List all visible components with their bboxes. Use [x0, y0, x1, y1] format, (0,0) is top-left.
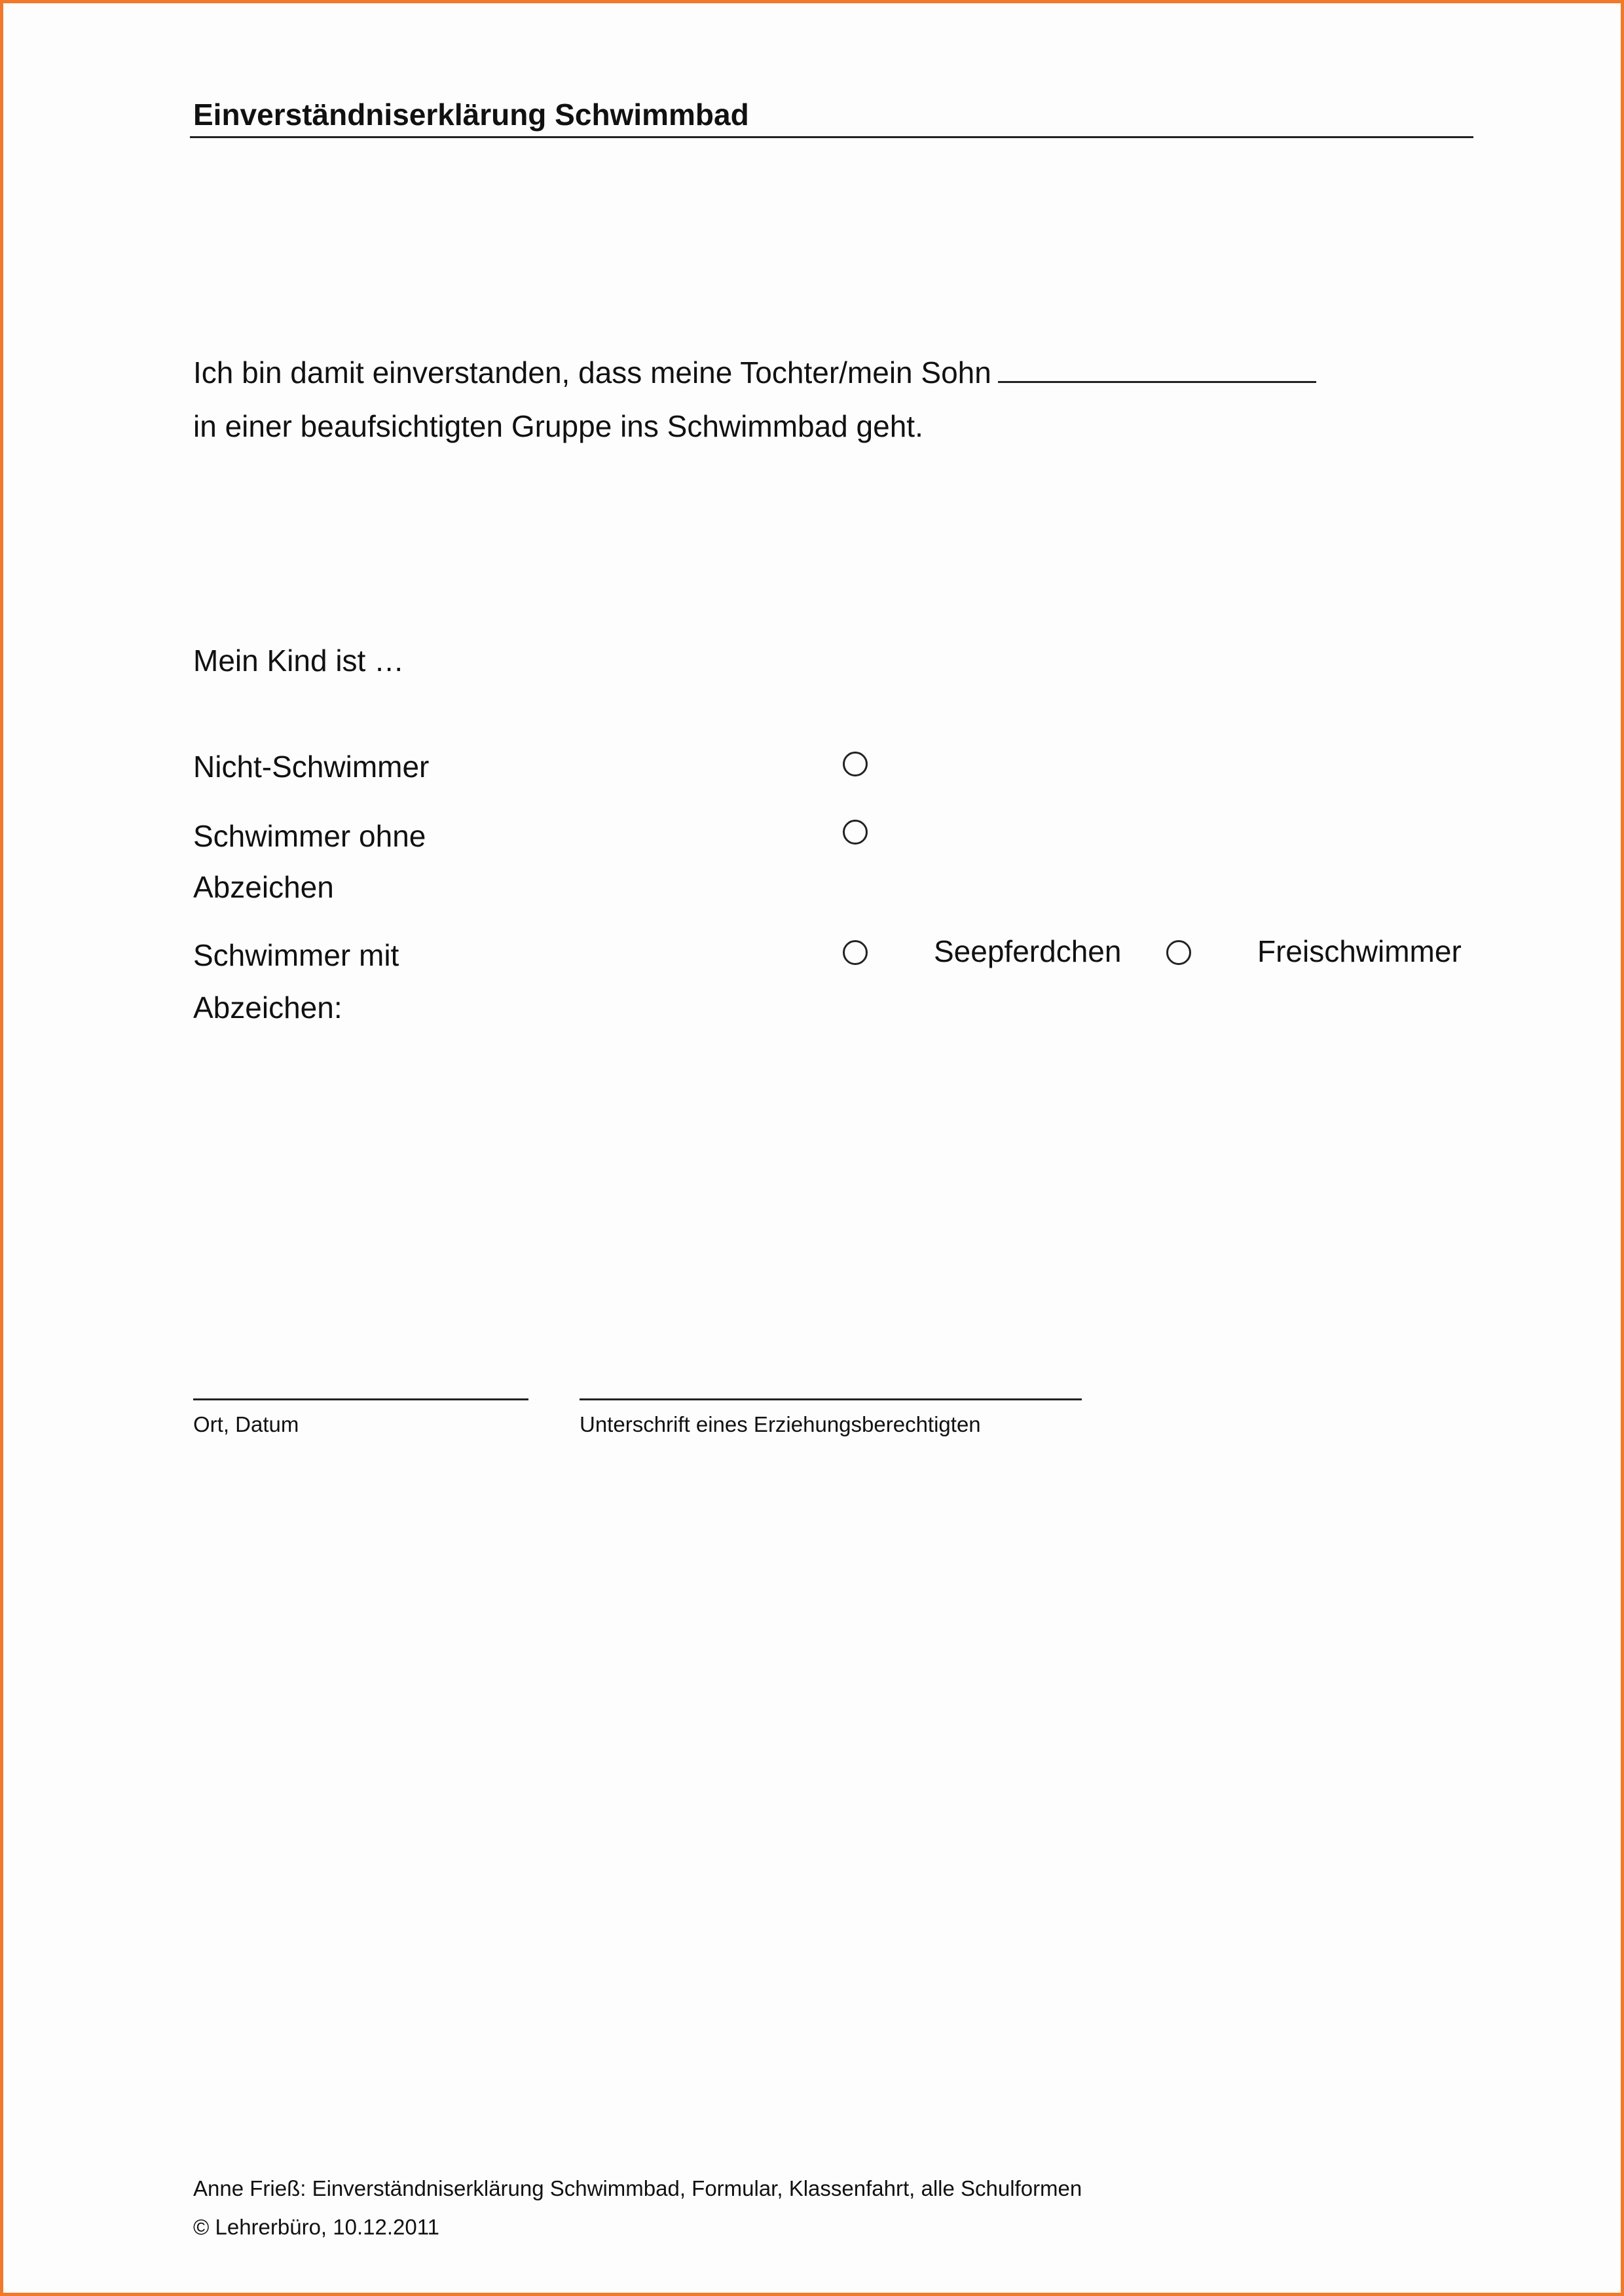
place-date-signature-line[interactable] — [193, 1398, 528, 1400]
option-swimmer-with-label-line2: Abzeichen: — [193, 991, 342, 1025]
radio-freischwimmer[interactable] — [1166, 940, 1191, 965]
option-swimmer-without-label-line1: Schwimmer ohne — [193, 819, 426, 853]
badge-freischwimmer-label: Freischwimmer — [1257, 934, 1462, 968]
document-title: Einverständniserklärung Schwimmbad — [193, 98, 749, 132]
place-date-label: Ort, Datum — [193, 1412, 299, 1436]
option-swimmer-with-label-line1: Schwimmer mit — [193, 938, 399, 972]
radio-swimmer-without-badge[interactable] — [843, 820, 868, 845]
consent-text-part1: Ich bin damit einverstanden, dass meine Tochter/mein Sohn — [193, 355, 991, 390]
child-name-blank-field[interactable] — [998, 381, 1316, 383]
title-underline — [190, 136, 1473, 138]
footer-attribution: Anne Frieß: Einverständniserklärung Schwimmbad, Formular, Klassenfahrt, alle Schulformen — [193, 2176, 1082, 2200]
radio-seepferdchen[interactable] — [843, 940, 868, 965]
consent-sentence-line1 — [193, 355, 1316, 390]
option-swimmer-without-label-line2: Abzeichen — [193, 870, 334, 904]
option-non-swimmer-label: Nicht-Schwimmer — [193, 750, 430, 784]
radio-non-swimmer[interactable] — [843, 752, 868, 776]
guardian-signature-line[interactable] — [580, 1398, 1082, 1400]
my-child-is-label: Mein Kind ist … — [193, 644, 405, 678]
consent-sentence-line2: in einer beaufsichtigten Gruppe ins Schwimmbad geht. — [193, 409, 923, 443]
badge-seepferdchen-label: Seepferdchen — [934, 934, 1122, 968]
footer-copyright: © Lehrerbüro, 10.12.2011 — [193, 2215, 439, 2239]
guardian-signature-label: Unterschrift eines Erziehungsberechtigten — [580, 1412, 981, 1436]
